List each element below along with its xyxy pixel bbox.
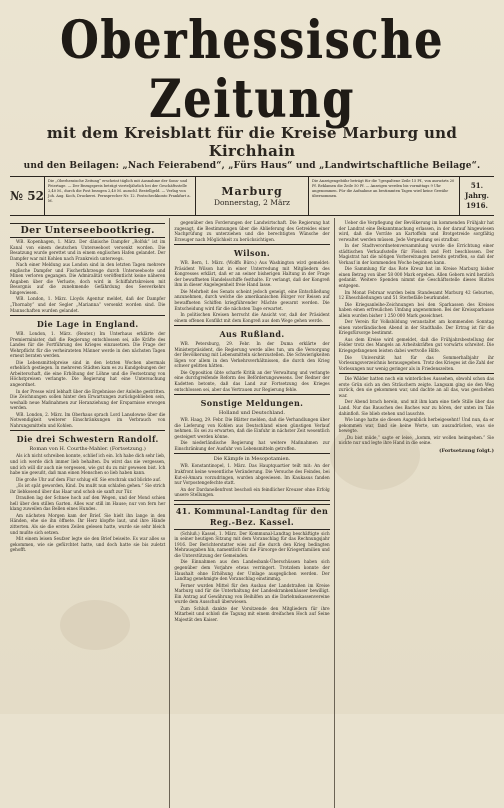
article-paragraph: WB. Petersburg, 29. Febr. In der Duma erklärte der Ministerpräsident, die Regierung werde alles tun, um die Versorgung der Bevölkerung mit Lebensmitteln sicherzustellen. Die Schwierigkeiten lägen vor allem in den Verkehrsverhältnissen, die durch den Krieg schwer gelitten hätten.: [174, 341, 330, 369]
dateline-place: Marburg: [221, 185, 283, 198]
section-divider: [174, 244, 329, 245]
article-heading: Sonstige Meldungen.: [200, 398, 304, 409]
section-divider: [174, 453, 329, 454]
article-paragraph: Als ich nicht schreiben konnte, schlief ich ein. Ich habe dich sehr lieb, und ich werde dich immer lieb behalten. Du wirst das nie vergessen, und ich will dir auch nie vergessen, wie gut du zu mir gewesen bist. Ich habe nie gewußt, daß man einen Menschen so lieb haben kann.: [10, 453, 166, 476]
volume-year: 1916.: [466, 201, 488, 210]
article-paragraph: WB. London, 1. März. (Reuter.) Im Unterhaus erklärte der Premierminister, daß die Regierung entschlossen sei, alle Kräfte des Landes für die Fortführung des Krieges einzusetzen. Die Frage der Wehrpflicht für die verheirateten Männer werde in den nächsten Tagen erneut beraten werden.: [10, 331, 166, 359]
volume-label: 51. Jahrg.: [465, 181, 489, 200]
article-heading: Aus Rußland.: [219, 329, 285, 340]
article-heading: Die Lage in England.: [36, 319, 139, 330]
article-paragraph: Draußen lag der Schnee hoch auf den Wegen, und der Mond schien hell über den stillen Garten. Alles war still im Hause; nur von fern her klang zuweilen das Bellen eines Hundes.: [10, 495, 166, 512]
newspaper-supplements: und den Beilagen: „Nach Feierabend“, „Fürs Haus“ und „Landwirtschaftliche Beilage“.: [23, 161, 481, 171]
continuation-note: (Fortsetzung folgt.): [439, 447, 494, 454]
article-paragraph: Die niederländische Regierung hat weitere Maßnahmen zur Einschränkung der Ausfuhr von Lebensmitteln getroffen.: [174, 440, 330, 451]
article-paragraph: Zum Schluß dankte der Vorsitzende den Mitgliedern für ihre Mitarbeit und schloß die Tagung mit einem dreifachen Hoch auf Seine Majestät den Kaiser.: [174, 605, 330, 622]
advertising-info: Die Anzeigengebühr beträgt für die 7gespaltene Zeile 15 Pf., von auswärts 20 Pf. Reklamen die Zeile 50 Pf. — Anzeigen werden bis vormittags 9 Uhr angenommen. Für die Aufnahme an bestimmten Tagen wird keine Gewähr übernommen.: [309, 177, 460, 215]
section-divider: [339, 373, 494, 374]
article-column: [169, 218, 333, 808]
article-paragraph: WB. London, 1. März. Lloyds Agentur meldet, daß der Dampfer „Thornaby“ und der Segler „Marianna“ versenkt worden sind. Die Mannschaften wurden gelandet.: [10, 296, 166, 313]
article-paragraph: Die große Uhr auf dem Flur schlug elf. Sie erschrak und blickte auf.: [16, 476, 161, 482]
issue-info-bar: [10, 176, 494, 216]
article-paragraph: Am nächsten Morgen kam der Brief. Sie hielt ihn lange in den Händen, ehe sie ihn öffnete. Ihr Herz klopfte laut, und ihre Hände zitterten. Als sie die ersten Zeilen gelesen hatte, wurde sie sehr bleich und mußte sich setzen.: [10, 512, 166, 535]
article-subheading: Holland und Deutschland.: [218, 410, 286, 417]
article-paragraph: Die Lebensmittelpreise sind in den letzten Wochen abermals erheblich gestiegen. In mehreren Städten kam es zu Kundgebungen der Arbeiterschaft, die eine Erhöhung der Löhne und die Festsetzung von Höchstpreisen verlangte. Die Regierung hat eine Untersuchung angeordnet.: [10, 359, 166, 388]
dateline: [196, 177, 309, 215]
article-paragraph: Die Einnahmen aus den Landesbank-Überschüssen haben sich gegenüber dem Vorjahre etwas verringert. Trotzdem konnte der Haushalt ohne Erhöhung der Umlage ausgeglichen werden. Der Landtag genehmigte den Voranschlag einstimmig.: [174, 559, 330, 582]
section-divider: [10, 315, 165, 316]
article-paragraph: Ueber die Verpflegung der Bevölkerung im kommenden Frühjahr hat der Landrat eine Bekanntmachung erlassen, in der darauf hingewiesen wird, daß die Vorräte an Kartoffeln und Brotgetreide sorgfältig verwaltet werden müssen. Jede Vergeudung sei strafbar.: [338, 220, 494, 242]
article-paragraph: An der Dardanellenfront beschoß ein feindlicher Kreuzer ohne Erfolg unsere Stellungen.: [174, 486, 330, 498]
article-paragraph: In politischen Kreisen herrscht die Ansicht vor, daß der Präsident einem offenen Konflikt mit dem Kongreß aus dem Wege gehen werde.: [174, 312, 330, 323]
article-heading: Der Unterseebootkrieg.: [10, 223, 165, 238]
article-paragraph: Im Monat Februar wurden beim Standesamt Marburg 42 Geburten, 12 Eheschließungen und 51 Sterbefälle beurkundet.: [338, 289, 494, 301]
article-paragraph: Ferner wurden Mittel für den Ausbau der Landstraßen im Kreise Marburg und für die Unterhaltung der Landeskrankenhäuser bewilligt. Ein Antrag auf Gewährung von Beihilfen an die Darlehnskassenvereine wurde dem Ausschuß überwiesen.: [174, 582, 330, 605]
article-paragraph: Die Sammlung für das Rote Kreuz hat im Kreise Marburg bisher einen Betrag von über 58 000 Mark ergeben. Allen Gebern wird herzlich gedankt. Weitere Spenden nimmt die Geschäftsstelle dieses Blattes entgegen.: [338, 266, 494, 289]
article-paragraph: Aus dem Kreise wird gemeldet, daß die Frühjahrsbestellung der Felder trotz des Mangels an Arbeitskräften gut vorwärts schreitet. Die Kriegsgefangenen leisten dabei wertvolle Hilfe.: [338, 336, 494, 354]
article-paragraph: Die Universität hat für das Sommerhalbjahr ihr Vorlesungsverzeichnis herausgegeben. Trotz des Krieges ist die Zahl der Vorlesungen nur wenig geringer als in Friedenszeiten.: [338, 354, 494, 371]
article-paragraph: In der Presse wird lebhaft über die Ergebnisse der Anleihe gestritten. Die Zeichnungen sollen hinter den Erwartungen zurückgeblieben sein, weshalb neue Maßnahmen zur Heranziehung der Ersparnisse erwogen werden.: [10, 388, 166, 411]
article-paragraph: „Es ist spät geworden, Kind. Du mußt nun schlafen gehen.“ Sie strich ihr liebkosend über das Haar und schob sie sanft zur Tür.: [10, 483, 166, 494]
article-paragraph: WB. Bern, 1. März. (Wolffs Büro.) Aus Washington wird gemeldet: Präsident Wilson hat in einer Unterredung mit Mitgliedern des Kongresses erklärt, daß er an seiner bisherigen Haltung in der Frage der bewaffneten Handelsschiffe festhalte. Er verlangt, daß der Kongreß ihm in dieser Angelegenheit freie Hand lasse.: [174, 260, 330, 288]
article-column: [10, 218, 169, 808]
article-paragraph: Der Verein für Volksbildung veranstaltet am kommenden Sonntag einen vaterländischen Abend in der Stadthalle. Der Ertrag ist für die Kriegsfürsorge bestimmt.: [338, 319, 494, 336]
article-subheading: Roman von H. Courths-Mahler. (Fortsetzung.): [29, 446, 146, 453]
article-paragraph: WB. Kopenhagen, 1. März. Der dänische Dampfer „Rolfsk“ ist im Kanal von einem deutschen Unterseeboot versenkt worden. Die Besatzung wurde gerettet und in einem englischen Hafen gelandet. Der Dampfer war mit Kohlen nach Frankreich unterwegs.: [10, 239, 166, 261]
article-paragraph: WB. London, 2. März. Im Oberhaus sprach Lord Lansdowne über die Notwendigkeit weiterer Einschränkungen im Verbrauch von Nahrungsmitteln und Kohlen.: [10, 411, 166, 428]
article-paragraph: „Du bist müde,“ sagte er leise, „komm, wir wollen heimgehen.“ Sie nickte nur und legte ihre Hand in die seine.: [338, 434, 494, 446]
newspaper-subtitle: mit dem Kreisblatt für die Kreise Marburg und Kirchhain: [46, 124, 458, 160]
section-divider: [174, 325, 329, 326]
dateline-date: Donnerstag, 2 März: [214, 198, 290, 207]
section-divider: [174, 394, 329, 395]
article-paragraph: Die Mehrheit des Senats scheint jedoch geneigt, eine Entschließung anzunehmen, durch welche die amerikanischen Bürger vor Reisen auf bewaffneten Schiffen kriegführender Mächte gewarnt werden. Die Entscheidung wird für die nächsten Tage erwartet.: [174, 288, 330, 311]
article-paragraph: In der Stadtverordnetenversammlung wurde die Errichtung einer städtischen Verkaufsstelle für Fleisch und Fett beschlossen. Der Magistrat hat die nötigen Vorbereitungen bereits getroffen, so daß der Verkauf in der kommenden Woche beginnen kann.: [338, 243, 494, 265]
article-paragraph: Wie lange hatte sie diesen Augenblick herbeigesehnt! Und nun, da er gekommen war, fand sie keine Worte, um auszudrücken, was sie bewegte.: [338, 417, 494, 434]
article-paragraph: WB. Konstantinopel, 1. März. Das Hauptquartier teilt mit: An der Irakfront keine wesentliche Veränderung. Die Versuche des Feindes, bei Kut-el-Amara vorzudringen, wurden abgewiesen. Im Kaukasus fanden nur Vorpostengefechte statt.: [174, 463, 330, 486]
article-paragraph: Die Opposition übte scharfe Kritik an der Verwaltung und verlangte eine durchgreifende Reform des Beförderungswesens. Der Redner der Kadetten betonte, daß das Land zur Fortsetzung des Krieges entschlossen sei, aber das Vertrauen zur Regierung fehle.: [174, 369, 330, 392]
article-paragraph: WB. Haag, 29. Febr. Die Blätter melden, daß die Verhandlungen über die Lieferung von Kohlen aus Deutschland einen günstigen Verlauf nehmen. Es sei zu erwarten, daß die Einfuhr in nächster Zeit wesentlich gesteigert werden könne.: [174, 417, 330, 439]
article-heading: Wilson.: [233, 248, 271, 259]
subscription-info: Die „Oberhessische Zeitung“ erscheint täglich mit Ausnahme der Sonn- und Feiertage. — Der Bezugspreis beträgt vierteljährlich bei der Geschäftsstelle 2,40 M., durch die Post bezogen 2,40 M. ausschl. Bestellgeld. — Verlag von Joh. Aug. Koch, Druckerei. Fernsprecher Nr. 12. Postscheckkonto Frankfurt a. M.: [45, 177, 196, 215]
article-heading: Die drei Schwestern Randolf.: [16, 434, 159, 445]
article-paragraph: Die Wälder hatten noch ein winterliches Aussehen, obwohl schon das erste Grün sich an den Sträuchern zeigte. Langsam ging sie den Weg zurück, den sie gekommen war, und dachte an all das, was geschehen war.: [338, 376, 494, 398]
article-columns: [10, 218, 494, 808]
article-paragraph: Mit einem leisen Seufzer legte sie den Brief beiseite. Es war alles so gekommen, wie sie gefürchtet hatte, und doch hatte sie bis zuletzt gehofft.: [10, 536, 166, 553]
newspaper-title: Oberhessische Zeitung: [59, 10, 445, 130]
issue-number: № 52: [10, 177, 45, 215]
article-paragraph: Die Kriegsanleihe-Zeichnungen bei den Sparkassen des Kreises haben einen erfreulichen Umfang angenommen. Bei der Kreissparkasse allein wurden bisher 1 250 000 Mark gezeichnet.: [338, 301, 494, 318]
article-paragraph: Nach einer Meldung aus London sind in den letzten Tagen mehrere englische Dampfer und Fischerfahrzeuge durch Unterseeboote und Minen verloren gegangen. Die Admiralität veröffentlicht keine näheren Angaben über die Verluste, doch wird in Schiffahrtskreisen mit Besorgnis auf die zunehmende Gefährdung des Seeverkehrs hingewiesen.: [10, 262, 166, 295]
article-subheading: Die Kämpfe in Mesopotamien.: [213, 456, 291, 463]
article-paragraph: Der Abend brach herein, und mit ihm kam eine tiefe Stille über das Land. Nur das Rauschen des Baches war zu hören, der unten im Tale dahinfloß. Sie blieb stehen und lauschte.: [338, 399, 494, 416]
volume-info: [460, 177, 494, 215]
article-paragraph: (Schluß.) Kassel, 1. März. Der Kommunal-Landtag beschäftigte sich in seiner heutigen Sitzung mit dem Voranschlag für das Rechnungsjahr 1916. Der Berichterstatter wies auf die durch den Krieg bedingten Mehrausgaben hin, namentlich für die Fürsorge der Kriegerfamilien und die Unterstützung der Gemeinden.: [174, 530, 330, 558]
article-column: [334, 218, 494, 808]
section-divider: [10, 430, 165, 431]
article-paragraph: gegenüber den Forderungen der Landwirtschaft. Die Regierung hat zugesagt, die Bestimmungen über die Ablieferung des Getreides einer Nachprüfung zu unterziehen und die berechtigten Wünsche der Erzeuger nach Möglichkeit zu berücksichtigen.: [174, 220, 330, 242]
section-divider: [174, 500, 329, 501]
article-heading: 41. Kommunal-Landtag für den Reg.-Bez. Kassel.: [174, 504, 329, 530]
